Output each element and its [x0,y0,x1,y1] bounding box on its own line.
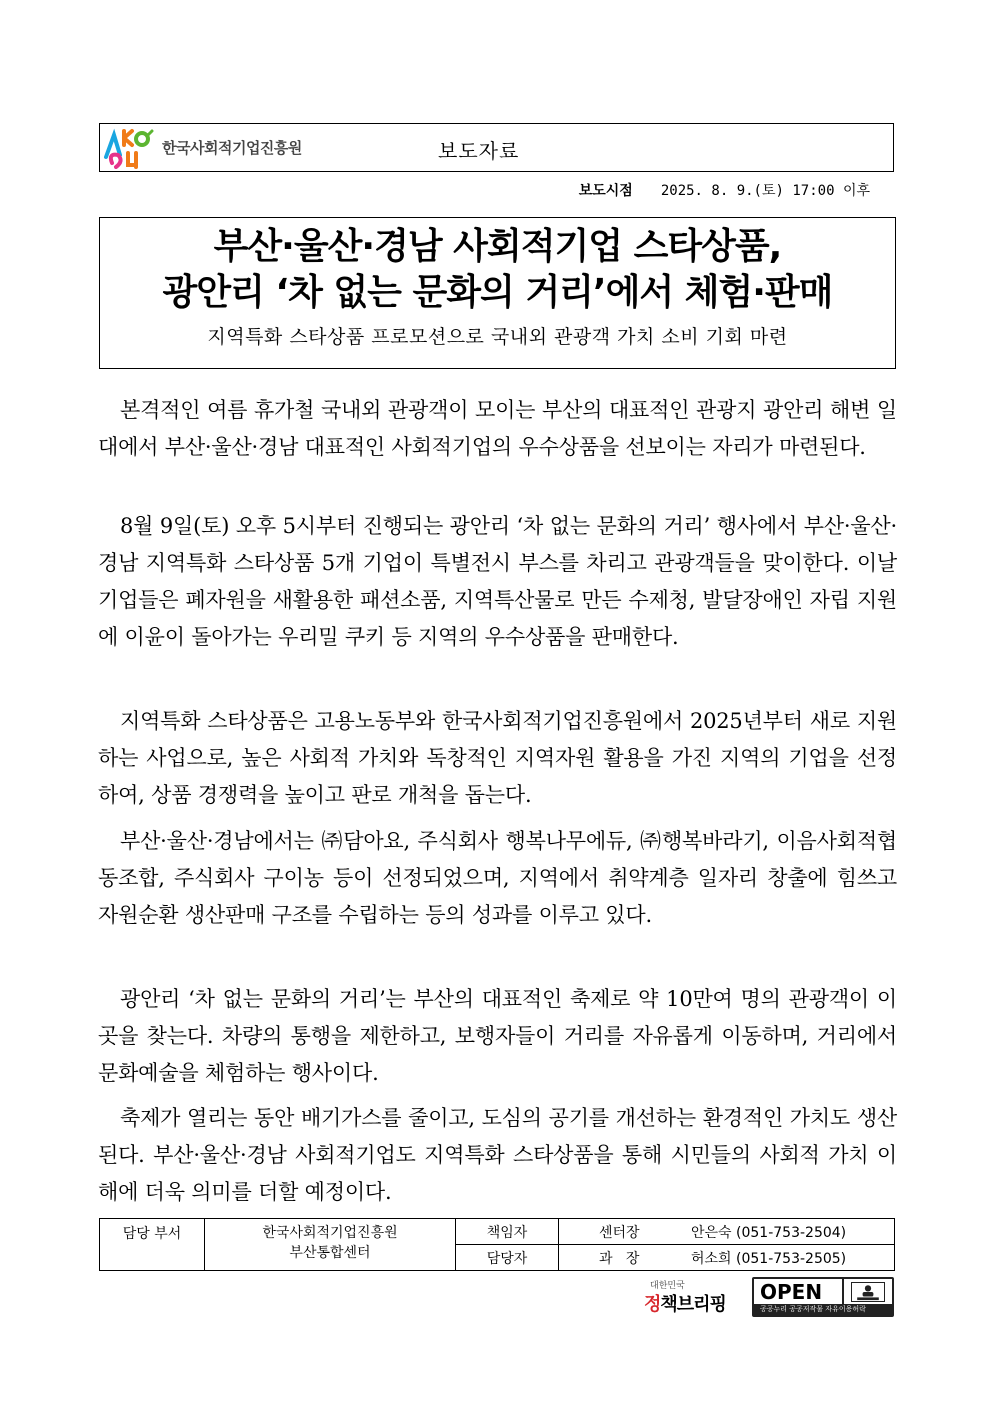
release-time [579,180,870,200]
contact-table [99,1218,895,1271]
role-cell: 담당자 [456,1245,559,1271]
paragraph-text: 축제가 열리는 동안 배기가스를 줄이고, 도심의 공기를 개선하는 환경적인 가치도 생산된다. 부산·울산·경남 사회적기업도 지역특화 스타상품을 통해 시민들의 사회적 가치 이해에 더욱 의미를 더할 예정이다. [98,1106,897,1204]
headline-box [99,217,896,369]
body-paragraph-6 [98,1100,897,1211]
dept-name-line-1: 한국사회적기업진흥원 [262,1225,398,1241]
table-row [100,1219,895,1245]
body-paragraph-1 [98,392,897,466]
policy-briefing-logo [640,1278,742,1318]
attribution-person-icon [851,1282,885,1302]
briefing-small-text: 대한민국 [650,1281,685,1291]
kosea-logo-icon [102,127,154,169]
release-time-label: 보도시점 [578,183,633,199]
briefing-big-text [644,1290,726,1316]
paragraph-text: 본격적인 여름 휴가철 국내외 관광객이 모이는 부산의 대표적인 관광지 광안리 해변 일대에서 부산·울산·경남 대표적인 사회적기업의 우수상품을 선보이는 자리가 마련된다. [98,398,897,459]
body-paragraph-5 [98,981,897,1092]
headline-line-1: 부산·울산·경남 사회적기업 스타상품, [213,226,782,267]
dept-label: 담당 부서 [100,1219,205,1271]
person-title: 과 장 [599,1250,640,1267]
headline-line-2: 광안리 ‘차 없는 문화의 거리’에서 체험·판매 [162,272,833,313]
subheadline: 지역특화 스타상품 프로모션으로 국내외 관광객 가치 소비 기회 마련 [207,326,788,348]
briefing-red-char: 정 [644,1294,661,1315]
body-paragraph-3 [98,703,897,814]
role-cell: 책임자 [456,1219,559,1245]
person-title: 센터장 [599,1224,640,1241]
press-header [99,123,894,172]
paragraph-text: 8월 9일(토) 오후 5시부터 진행되는 광안리 ‘차 없는 문화의 거리’ 행사에서 부산·울산·경남 지역특화 스타상품 5개 기업이 특별전시 부스를 차리고 관광객들을 맞이한다. 이날 기업들은 폐자원을 새활용한 패션소품, 지역특산물로 만든 수제청, 발달장애인 자립 지원에 이윤이 돌아가는 우리밀 쿠키 등 지역의 우수상품을 판매한다. [98,514,897,649]
person-cell [559,1219,895,1245]
person-cell [559,1245,895,1271]
dept-name [205,1219,456,1271]
footer-logos [640,1276,895,1320]
kogl-open-badge [752,1277,894,1317]
paragraph-text: 부산·울산·경남에서는 ㈜담아요, 주식회사 행복나무에듀, ㈜행복바라기, 이음사회적협동조합, 주식회사 구이농 등이 선정되었으며, 지역에서 취약계층 일자리 창출에 힘쓰고 자원순환 생산판매 구조를 수립하는 등의 성과를 이루고 있다. [98,829,897,927]
doc-type-label: 보도자료 [438,139,520,163]
dept-name-line-2: 부산통합센터 [289,1245,371,1261]
body-paragraph-4 [98,823,897,934]
paragraph-text: 광안리 ‘차 없는 문화의 거리’는 부산의 대표적인 축제로 약 10만여 명의 관광객이 이곳을 찾는다. 차량의 통행을 제한하고, 보행자들이 거리를 자유롭게 이동하며, 거리에서 문화예술을 체험하는 행사이다. [98,987,897,1085]
org-name: 한국사회적기업진흥원 [162,139,302,157]
body-paragraph-2 [98,508,897,656]
release-time-value: 2025. 8. 9.(토) 17:00 이후 [660,183,870,199]
person-contact: 안은숙 (051-753-2504) [691,1224,847,1241]
badge-divider [842,1279,844,1306]
paragraph-text: 지역특화 스타상품은 고용노동부와 한국사회적기업진흥원에서 2025년부터 새로 지원하는 사업으로, 높은 사회적 가치와 독창적인 지역자원 활용을 가진 지역의 기업을 선정하여, 상품 경쟁력을 높이고 판로 개척을 돕는다. [98,709,897,807]
open-strip-text: 공공누리 공공저작물 자유이용허락 [754,1304,892,1315]
open-word: OPEN [760,1280,823,1304]
person-contact: 허소희 (051-753-2505) [691,1250,847,1267]
briefing-rest-text: 책브리핑 [660,1294,726,1315]
